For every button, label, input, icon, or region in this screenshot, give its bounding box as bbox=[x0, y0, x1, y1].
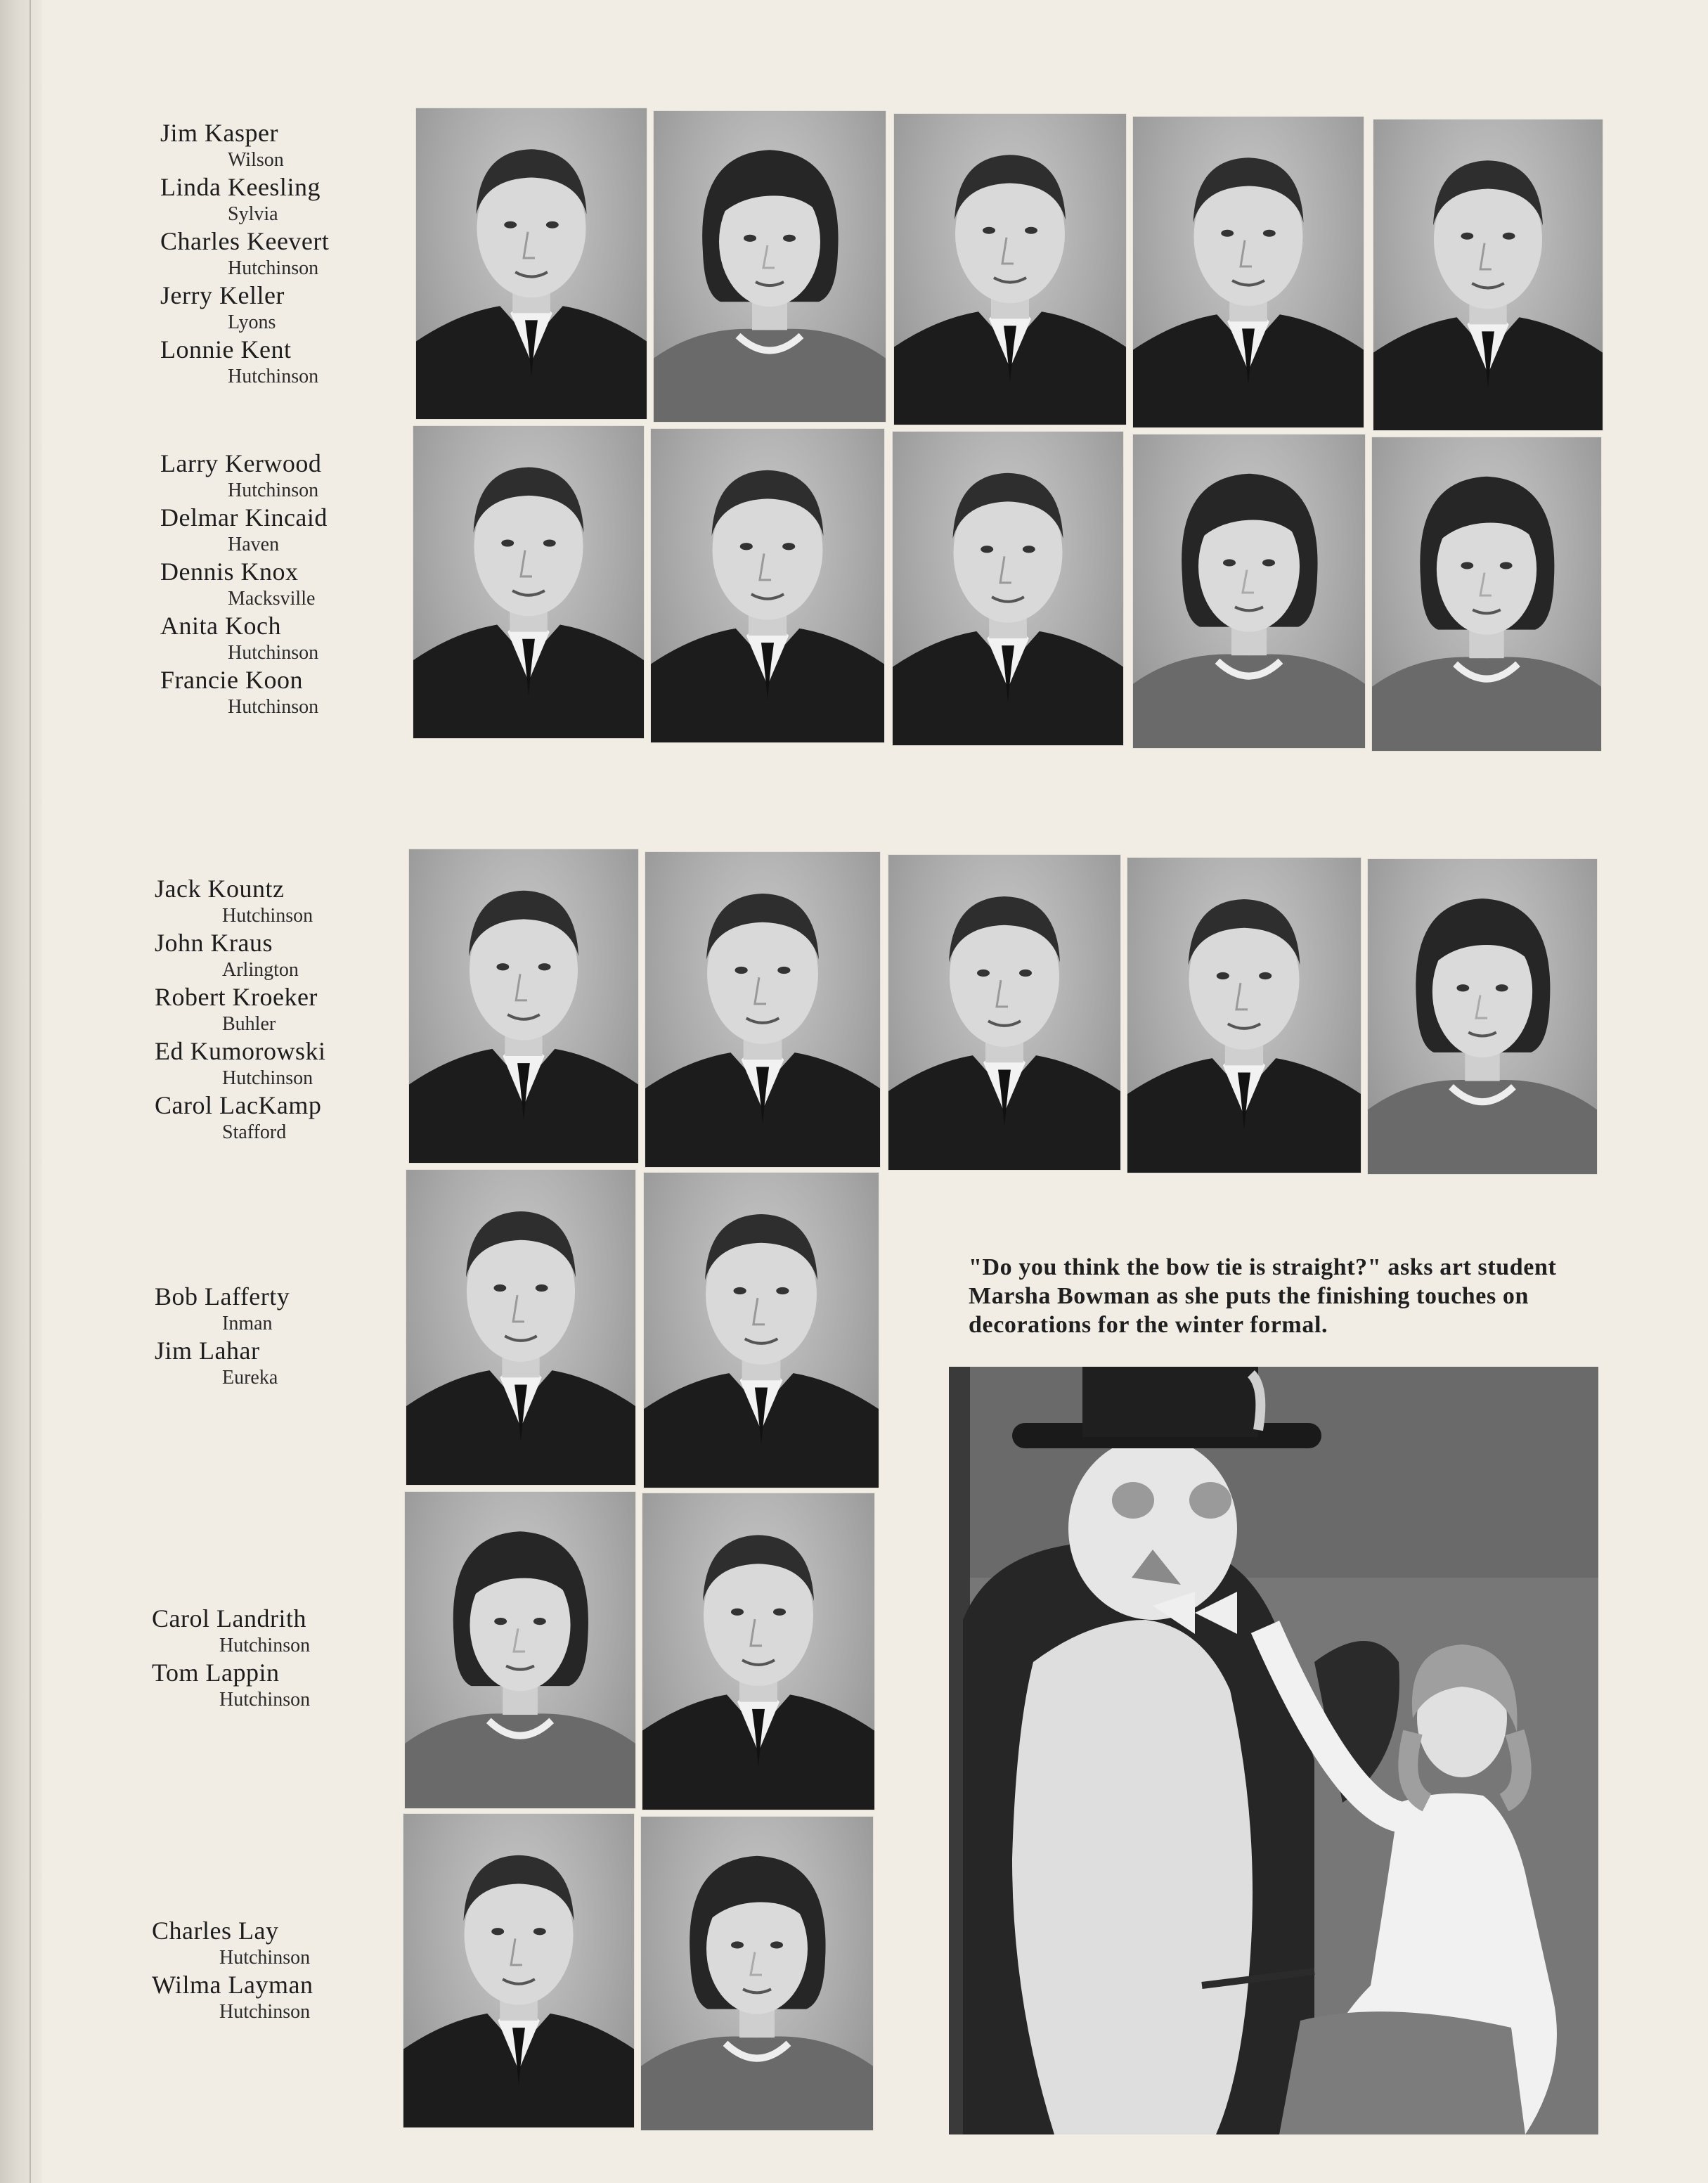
student-entry bbox=[155, 984, 326, 1038]
student-entry bbox=[160, 228, 329, 282]
student-entry bbox=[155, 1283, 290, 1337]
student-entry bbox=[155, 1038, 326, 1092]
portrait-photo bbox=[651, 429, 884, 742]
student-town: Wilson bbox=[228, 149, 284, 171]
student-name: Lonnie Kent bbox=[160, 335, 292, 363]
student-entry bbox=[152, 1917, 313, 1971]
student-town: Hutchinson bbox=[228, 696, 319, 718]
student-town: Hutchinson bbox=[228, 366, 319, 387]
portrait-photo bbox=[642, 1493, 874, 1810]
student-entry bbox=[155, 1092, 326, 1146]
portrait-photo bbox=[403, 1814, 634, 2127]
portrait-photo bbox=[893, 432, 1123, 745]
student-name: Francie Koon bbox=[160, 666, 303, 694]
names-group-2 bbox=[160, 450, 328, 721]
student-town: Lyons bbox=[228, 311, 276, 333]
student-name: Jerry Keller bbox=[160, 281, 285, 309]
names-group-5 bbox=[152, 1605, 310, 1713]
student-name: John Kraus bbox=[155, 929, 273, 957]
candid-photo bbox=[949, 1367, 1598, 2134]
student-name: Robert Kroeker bbox=[155, 983, 318, 1011]
student-town: Hutchinson bbox=[228, 479, 319, 501]
student-name: Dennis Knox bbox=[160, 558, 299, 586]
student-town: Inman bbox=[222, 1313, 273, 1334]
portrait-photo bbox=[1133, 434, 1365, 748]
portrait-photo bbox=[645, 852, 880, 1167]
names-group-4 bbox=[155, 1283, 290, 1391]
portrait-photo bbox=[1372, 437, 1601, 751]
names-group-3 bbox=[155, 875, 326, 1146]
student-entry bbox=[152, 1659, 310, 1713]
student-entry bbox=[160, 558, 328, 612]
student-name: Ed Kumorowski bbox=[155, 1037, 326, 1065]
student-name: Carol Landrith bbox=[152, 1604, 306, 1633]
student-name: Jack Kountz bbox=[155, 875, 285, 903]
student-entry bbox=[160, 282, 329, 336]
student-name: Jim Lahar bbox=[155, 1337, 260, 1365]
portrait-photo bbox=[1373, 120, 1603, 430]
portrait-photo bbox=[406, 1170, 635, 1485]
student-town: Hutchinson bbox=[219, 2001, 311, 2023]
student-town: Macksville bbox=[228, 588, 316, 610]
student-name: Carol LacKamp bbox=[155, 1091, 322, 1119]
student-town: Haven bbox=[228, 534, 280, 555]
portrait-photo bbox=[644, 1173, 879, 1488]
student-entry bbox=[160, 120, 329, 174]
student-name: Bob Lafferty bbox=[155, 1282, 290, 1311]
student-name: Linda Keesling bbox=[160, 173, 321, 201]
portrait-photo bbox=[416, 108, 647, 419]
student-name: Charles Lay bbox=[152, 1917, 279, 1945]
student-entry bbox=[152, 1605, 310, 1659]
student-entry bbox=[160, 612, 328, 667]
names-group-6 bbox=[152, 1917, 313, 2026]
student-name: Jim Kasper bbox=[160, 119, 278, 147]
portrait-photo bbox=[641, 1817, 873, 2130]
binding-fold bbox=[30, 0, 31, 2183]
student-entry bbox=[160, 667, 328, 721]
portrait-photo bbox=[405, 1492, 635, 1808]
student-name: Delmar Kincaid bbox=[160, 503, 328, 532]
portrait-photo bbox=[409, 849, 638, 1163]
student-name: Anita Koch bbox=[160, 612, 281, 640]
photo-caption: "Do you think the bow tie is straight?" asks art student Marsha Bowman as she puts the finishing touches on decorations for the winter formal. bbox=[969, 1254, 1557, 1338]
student-entry bbox=[155, 929, 326, 984]
portrait-photo bbox=[1133, 117, 1364, 427]
student-name: Tom Lappin bbox=[152, 1659, 280, 1687]
student-entry bbox=[160, 450, 328, 504]
student-town: Hutchinson bbox=[222, 1067, 313, 1089]
portrait-photo bbox=[413, 426, 644, 738]
names-group-1 bbox=[160, 120, 329, 390]
portrait-photo bbox=[1368, 859, 1597, 1174]
student-entry bbox=[160, 174, 329, 228]
student-entry bbox=[152, 1971, 313, 2026]
portrait-photo bbox=[888, 855, 1120, 1170]
portrait-photo bbox=[1127, 858, 1361, 1173]
student-town: Hutchinson bbox=[219, 1947, 311, 1969]
student-town: Hutchinson bbox=[222, 905, 313, 927]
student-name: Wilma Layman bbox=[152, 1971, 313, 1999]
portrait-photo bbox=[654, 111, 886, 422]
student-name: Larry Kerwood bbox=[160, 449, 322, 477]
student-entry bbox=[155, 875, 326, 929]
student-town: Hutchinson bbox=[228, 642, 319, 664]
student-entry bbox=[160, 504, 328, 558]
student-town: Arlington bbox=[222, 959, 299, 981]
student-entry bbox=[155, 1337, 290, 1391]
student-town: Buhler bbox=[222, 1013, 276, 1035]
student-town: Eureka bbox=[222, 1367, 278, 1389]
student-town: Hutchinson bbox=[228, 257, 319, 279]
student-town: Hutchinson bbox=[219, 1689, 311, 1711]
student-town: Hutchinson bbox=[219, 1635, 311, 1656]
student-town: Sylvia bbox=[228, 203, 278, 225]
portrait-photo bbox=[894, 114, 1126, 425]
student-entry bbox=[160, 336, 329, 390]
page-gutter-shadow bbox=[0, 0, 42, 2183]
student-town: Stafford bbox=[222, 1121, 287, 1143]
student-name: Charles Keevert bbox=[160, 227, 330, 255]
